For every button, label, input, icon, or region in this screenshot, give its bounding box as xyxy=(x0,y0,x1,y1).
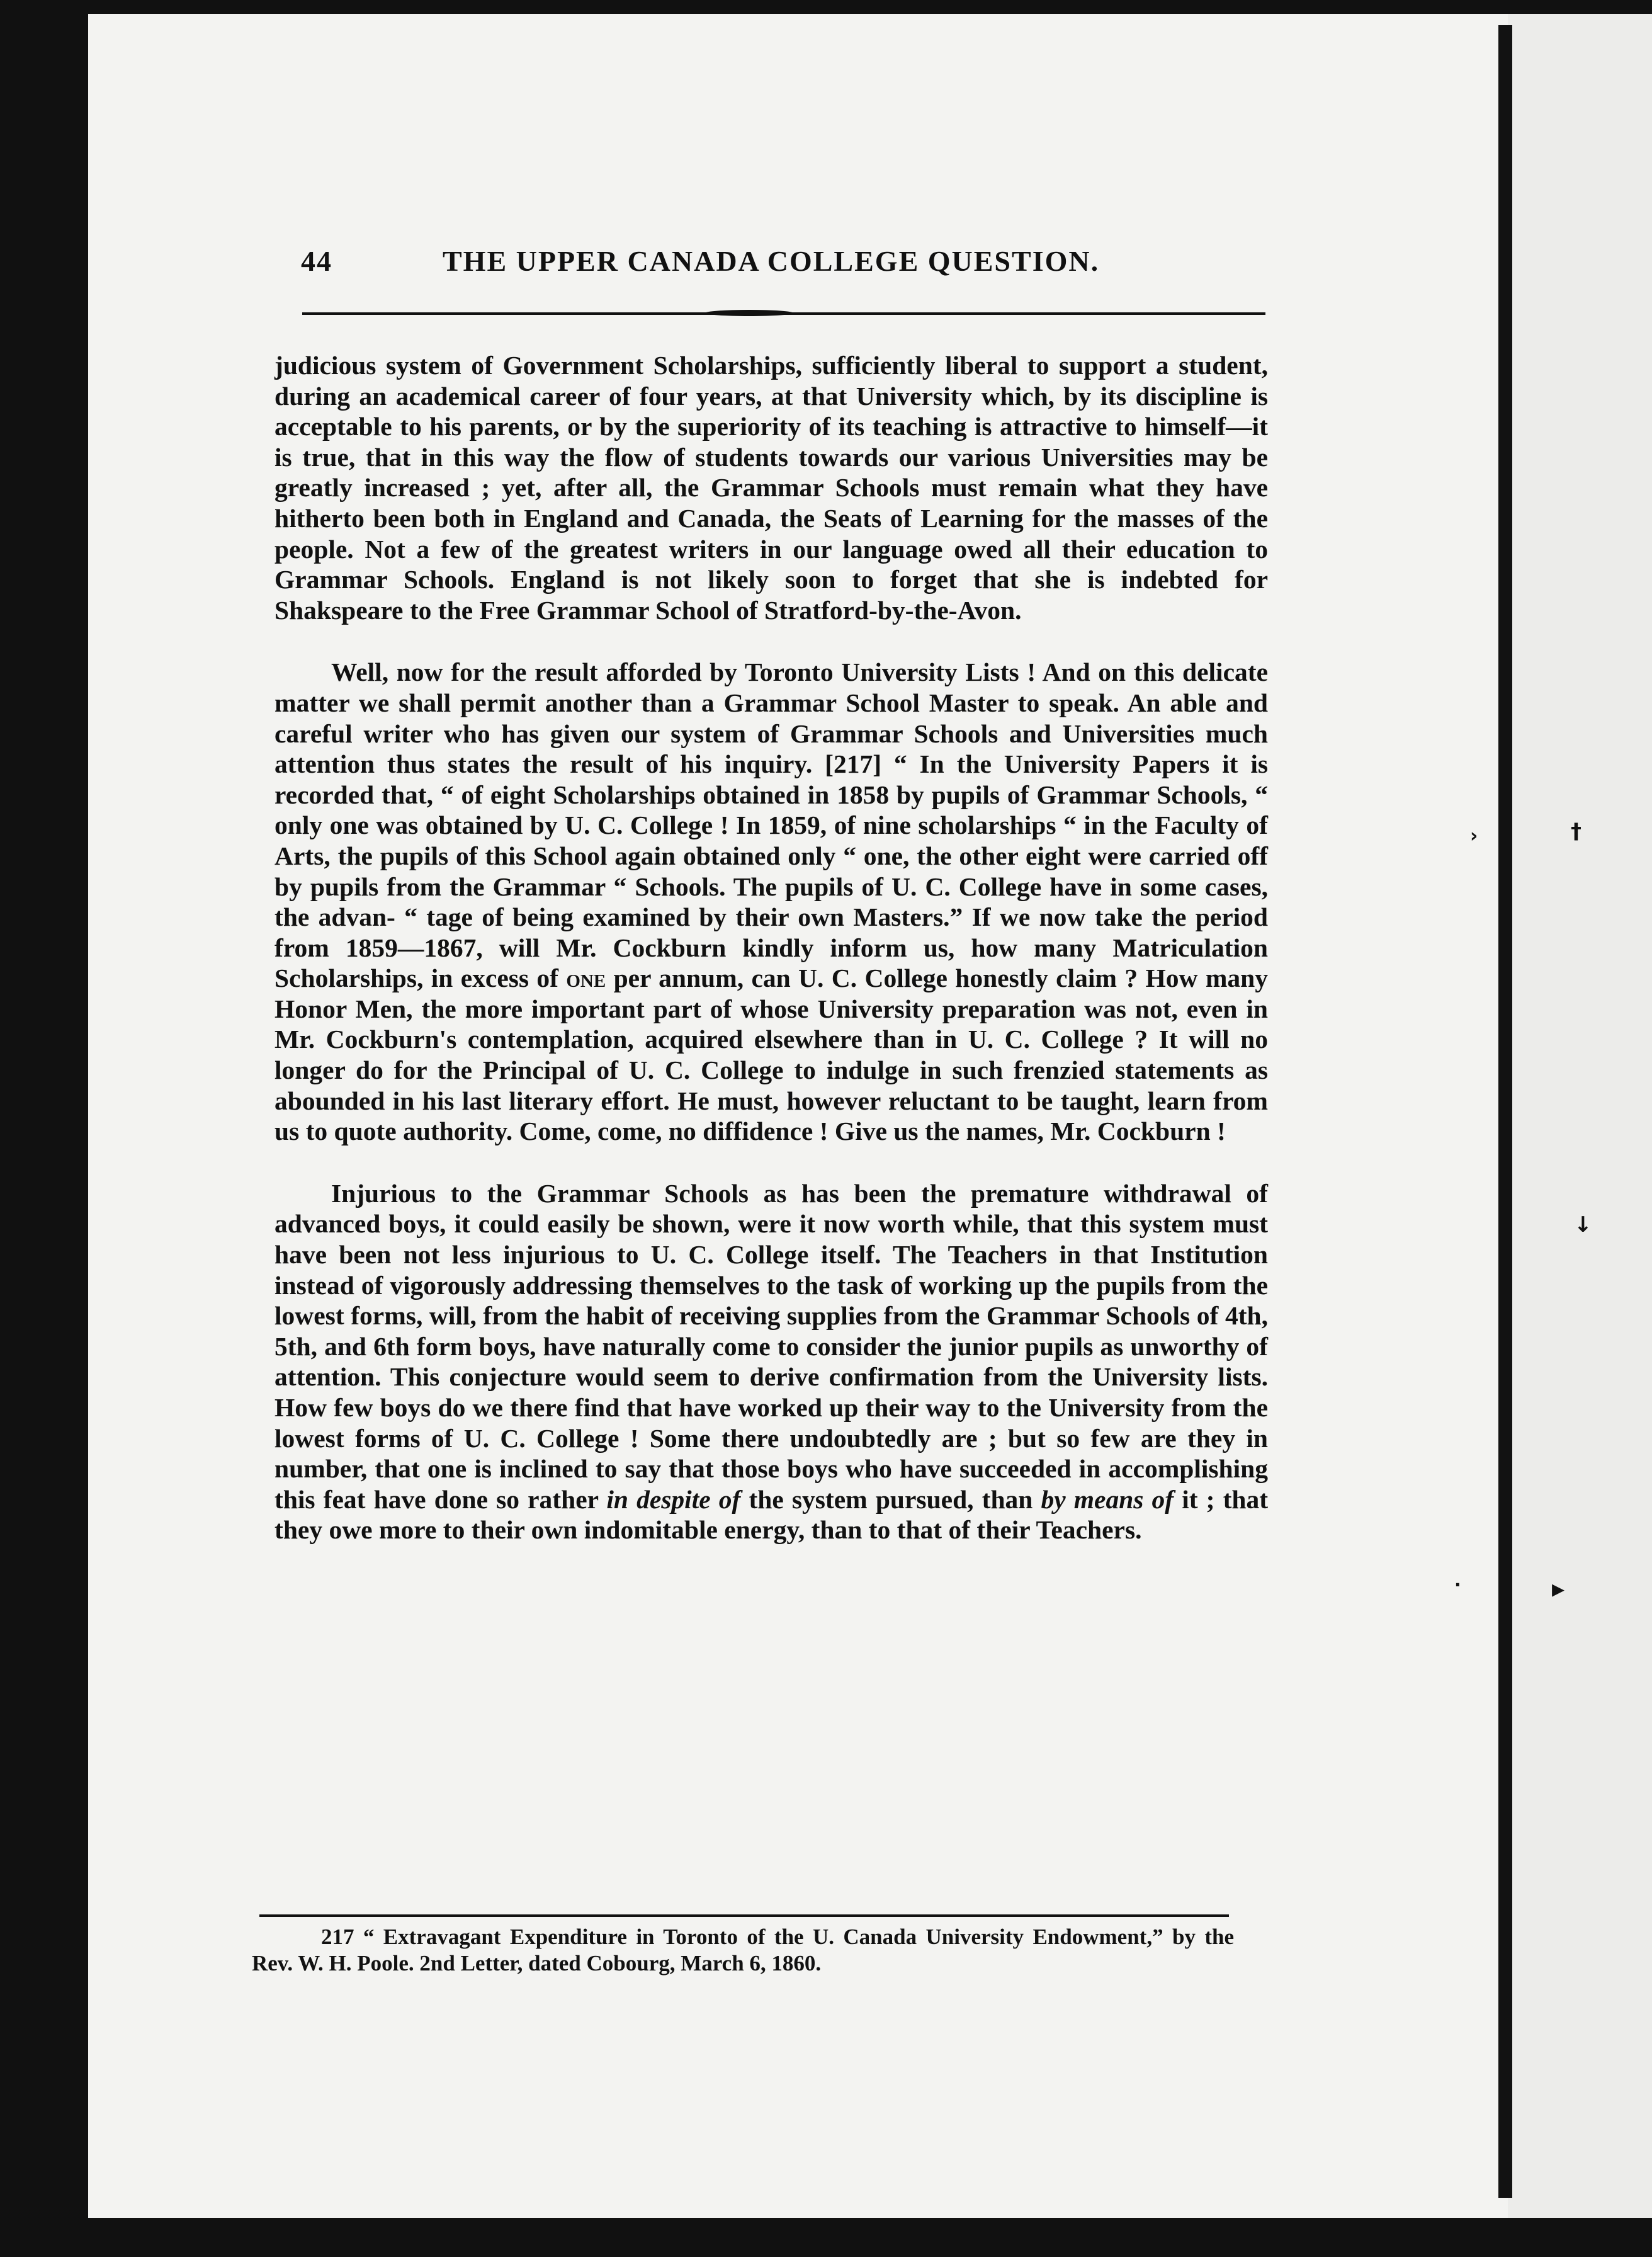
paragraph-3-italic-1: in despite of xyxy=(606,1484,741,1514)
scan-mark: ↓ xyxy=(1574,1212,1592,1237)
paragraph-3-text-c: it ; that they owe more to their own indomitable energy, than to that of their Teachers. xyxy=(274,1484,1269,1545)
running-title: THE UPPER CANADA COLLEGE QUESTION. xyxy=(443,245,1100,277)
scan-mark: · xyxy=(1454,1574,1461,1595)
page-gutter xyxy=(1498,25,1512,2198)
running-header xyxy=(301,244,1270,295)
scan-mark: † xyxy=(1571,819,1581,844)
paragraph-3-text-b: the system pursued, than xyxy=(749,1484,1033,1514)
paragraph-2-smallcaps-one: one xyxy=(566,964,606,993)
adjacent-page-edge xyxy=(1508,14,1652,2218)
main-text xyxy=(274,350,1268,1545)
paragraph-2-text-a: Well, now for the result afforded by Toronto University Lists ! And on this delicate matter we shall permit another than a Grammar School Master to speak. An able and careful writer who has given our system of Grammar Schools and Universities much attention thus states the result of his inquiry. [217] “ In the University Papers it is recorded that, “ of eight Scholarships obtained in 1858 by pupils of Grammar Schools, “ only one was obtained by U. C. College ! In 1859, of nine scholarships “ in the Faculty of Arts, the pupils of this School again obtained only “ one, the other eight were carried off by pupils from the Grammar “ Schools. The pupils of U. C. College have in some cases, the advan- “ tage of being examined by their own Masters.” If we now take the period from 1859—1867, will Mr. Cockburn kindly inform us, how many Matriculation Scholarships, in excess of xyxy=(274,657,1268,993)
paragraph-2 xyxy=(274,657,1268,1147)
header-rule xyxy=(302,312,1265,315)
page-number: 44 xyxy=(301,245,332,277)
paragraph-1: judicious system of Government Scholarships, sufficiently liberal to support a student, during an academical career of four years, at that University which, by its discipline is acceptable to his parents, or by the superiority of its teaching is attractive to himself—it is true, that in this way the flow of students towards our various Universities may be greatly increased ; yet, after all, the Grammar Schools must remain what they have hitherto been both in England and Canada, the Seats of Learning for the masses of the people. Not a few of the greatest writers in our language owed all their education to Grammar Schools. England is not likely soon to forget that she is indebted for Shakspeare to the Free Grammar School of Stratford-by-the-Avon. xyxy=(274,351,1268,625)
scan-mark: ▸ xyxy=(1552,1574,1565,1603)
footnote-text: 217 “ Extravagant Expenditure in Toronto of the U. Canada University Endowment,” by the Rev. W. H. Poole. 2nd Letter, dated Cobourg, March 6, 1860. xyxy=(252,1924,1234,1976)
paragraph-3 xyxy=(274,1178,1268,1545)
footnote xyxy=(252,1924,1234,1977)
paragraph-3-italic-2: by means of xyxy=(1041,1484,1174,1514)
paragraph-2-text-b: per annum, can U. C. College honestly claim ? How many Honor Men, the more important part of whose University preparation was not, even in Mr. Cockburn's contemplation, acquired elsewhere than in U. C. College ? It will no longer do for the Principal of U. C. College to indulge in such frenzied statements as abounded in his last literary effort. He must, however reluctant to be taught, learn from us to quote authority. Come, come, no diffidence ! Give us the names, Mr. Cockburn ! xyxy=(274,964,1268,1146)
paragraph-3-text-a: Injurious to the Grammar Schools as has been the premature withdrawal of advanced boys, it could easily be shown, were it now worth while, that this system must have been not less injurious to U. C. College itself. The Teachers in that Institution instead of vigorously addressing themselves to the task of working up the pupils from the lowest forms, will, from the habit of receiving supplies from the Grammar Schools of 4th, 5th, and 6th form boys, have naturally come to consider the junior pupils as unworthy of attention. This conjecture would seem to derive confirmation from the University lists. How few boys do we there find that have worked up their way to the University from the lowest forms of U. C. College ! Some there undoubtedly are ; but so few are they in number, that one is inclined to say that those boys who have succeeded in accomplishing this feat have done so rather xyxy=(274,1178,1268,1514)
footnote-rule xyxy=(259,1914,1229,1917)
scan-mark: › xyxy=(1470,825,1478,847)
